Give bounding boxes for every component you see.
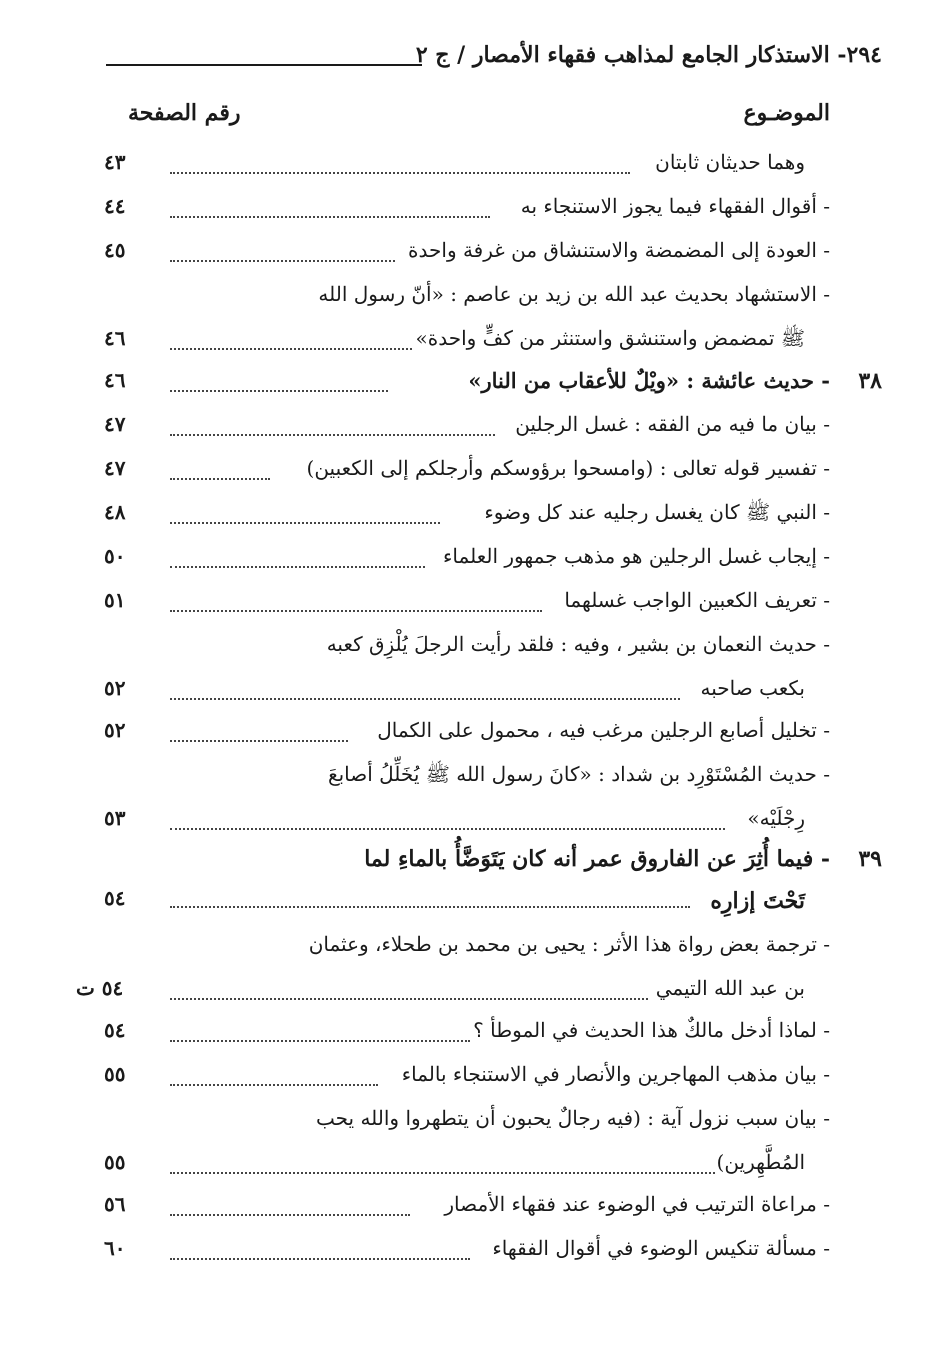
dot-leader [170,998,648,1000]
section-number: ٣٨ [858,368,882,394]
entry-page: ٤٥ [104,238,126,262]
section-number: ٣٩ [858,846,882,872]
dot-leader [170,1040,470,1042]
entry-page: ٥٣ [104,806,126,830]
entry-line: - مراعاة الترتيب في الوضوء عند فقهاء الأمصار [444,1192,830,1216]
dot-leader [170,216,490,218]
entry-line: - تفسير قوله تعالى : (وامسحوا برؤوسكم وأرجلكم إلى الكعبين) [306,456,830,480]
dot-leader [170,478,270,480]
dot-leader [170,434,495,436]
entry-page: ٤٦ [104,326,126,350]
entry-line: - بيان مذهب المهاجرين والأنصار في الاستنجاء بالماء [401,1062,830,1086]
toc-entry [0,1236,940,1276]
toc-entry [0,588,940,628]
entry-page: ٥٦ [104,1192,126,1216]
toc-entry [0,718,940,758]
entry-line: - النبي ﷺ كان يغسل رجليه عند كل وضوء [484,500,830,524]
entry-page: ٥٢ [104,718,126,742]
toc-entry-section [0,368,940,410]
entry-line: - العودة إلى المضمضة والاستنشاق من غرفة واحدة [408,238,830,262]
entry-line: - بيان سبب نزول آية : (فيه رجالٌ يحبون أن يتطهروا والله يحب [315,1106,830,1130]
page-column-heading: رقم الصفحة [128,100,241,126]
dot-leader [170,1258,470,1260]
toc-entry [0,456,940,496]
entry-line: - فيما أُثِرَ عن الفاروق عمر أنه كان يَتَوَضَّأُ بالماءِ لما [364,846,830,872]
entry-page: ٥٤ [104,886,126,910]
entry-line: تَحْتَ إزارِه [710,888,805,914]
dot-leader [170,1214,410,1216]
header-page-number: ٢٩٤ [846,42,882,68]
entry-page: ٤٨ [104,500,126,524]
toc-entry [0,500,940,540]
dot-leader [170,610,542,612]
entry-page: ٥٤ [104,1018,126,1042]
entry-page: ٥٤ ت [76,976,124,1000]
entry-line: المُطَّهِرين) [716,1150,805,1174]
dot-leader [170,260,395,262]
entry-line: - حديث النعمان بن بشير ، وفيه : فلقد رأيت الرجلَ يُلْزِق كعبه [326,632,830,656]
entry-page: ٤٧ [104,456,126,480]
dot-leader [170,906,690,908]
header-rule [106,64,422,66]
toc-entry [0,1062,940,1102]
running-header [416,42,882,78]
toc-entry [0,412,940,452]
entry-line: بن عبد الله التيمي [655,976,805,1000]
entry-line: - تخليل أصابع الرجلين مرغب فيه ، محمول على الكمال [377,718,830,742]
entry-page: ٥٢ [104,676,126,700]
entry-line: - بيان ما فيه من الفقه : غسل الرجلين [515,412,830,436]
dot-leader [170,698,680,700]
topic-column-heading: الموضـوع [743,100,830,126]
dot-leader [170,1172,715,1174]
dot-leader [170,740,348,742]
entry-line: رِجْلَيْه» [747,806,805,830]
dot-leader [170,390,388,392]
entry-page: ٤٦ [104,368,126,392]
toc-entry [0,762,940,846]
entry-line: بكعب صاحبه [700,676,805,700]
toc-entry [0,932,940,1016]
header-title: - الاستذكار الجامع لمذاهب فقهاء الأمصار / ج ٢ [415,42,847,68]
dot-leader [170,172,630,174]
dot-leader [170,522,440,524]
entry-line: - ترجمة بعض رواة هذا الأثر : يحيى بن محمد بن طحلاء، وعثمان [308,932,830,956]
entry-page: ٥٥ [104,1062,126,1086]
entry-page: ٦٠ [104,1236,126,1260]
toc-entry [0,1018,940,1058]
entry-line: - الاستشهاد بحديث عبد الله بن زيد بن عاصم : «أنّ رسول الله [318,282,830,306]
toc-entry [0,194,940,234]
dot-leader [170,828,725,830]
entry-line: - إيجاب غسل الرجلين هو مذهب جمهور العلماء [443,544,830,568]
entry-page: ٤٧ [104,412,126,436]
dot-leader [170,566,425,568]
entry-line: - حديث عائشة : «ويْلٌ للأعقاب من النار» [468,368,830,393]
entry-line: - تعريف الكعبين الواجب غسلهما [564,588,830,612]
entry-page: ٥٥ [104,1150,126,1174]
entry-line: وهما حديثان ثابتان [655,150,805,174]
entry-line: - أقوال الفقهاء فيما يجوز الاستنجاء به [520,194,830,218]
dot-leader [170,348,412,350]
entry-page: ٤٣ [104,150,126,174]
entry-page: ٥١ [104,588,126,612]
entry-line: - مسألة تنكيس الوضوء في أقوال الفقهاء [492,1236,830,1260]
entry-line: - لماذا أدخل مالكٌ هذا الحديث في الموطأ ؟ [473,1018,830,1042]
entry-line: ﷺ تمضمض واستنشق واستنثر من كفٍّ واحدة» [415,326,805,350]
toc-entry [0,238,940,278]
toc-entry [0,150,940,190]
entry-line: - حديث المُسْتَوْرِد بن شداد : «كانَ رسول الله ﷺ يُخَلِّلُ أصابعَ [327,762,830,786]
toc-entry [0,1106,940,1190]
entry-page: ٥٠ [104,544,126,568]
dot-leader [170,1084,378,1086]
toc-entry [0,282,940,366]
entry-page: ٤٤ [104,194,126,218]
toc-entry [0,632,940,716]
toc-entry [0,544,940,584]
toc-entry [0,1192,940,1232]
toc-entry-section [0,846,940,936]
